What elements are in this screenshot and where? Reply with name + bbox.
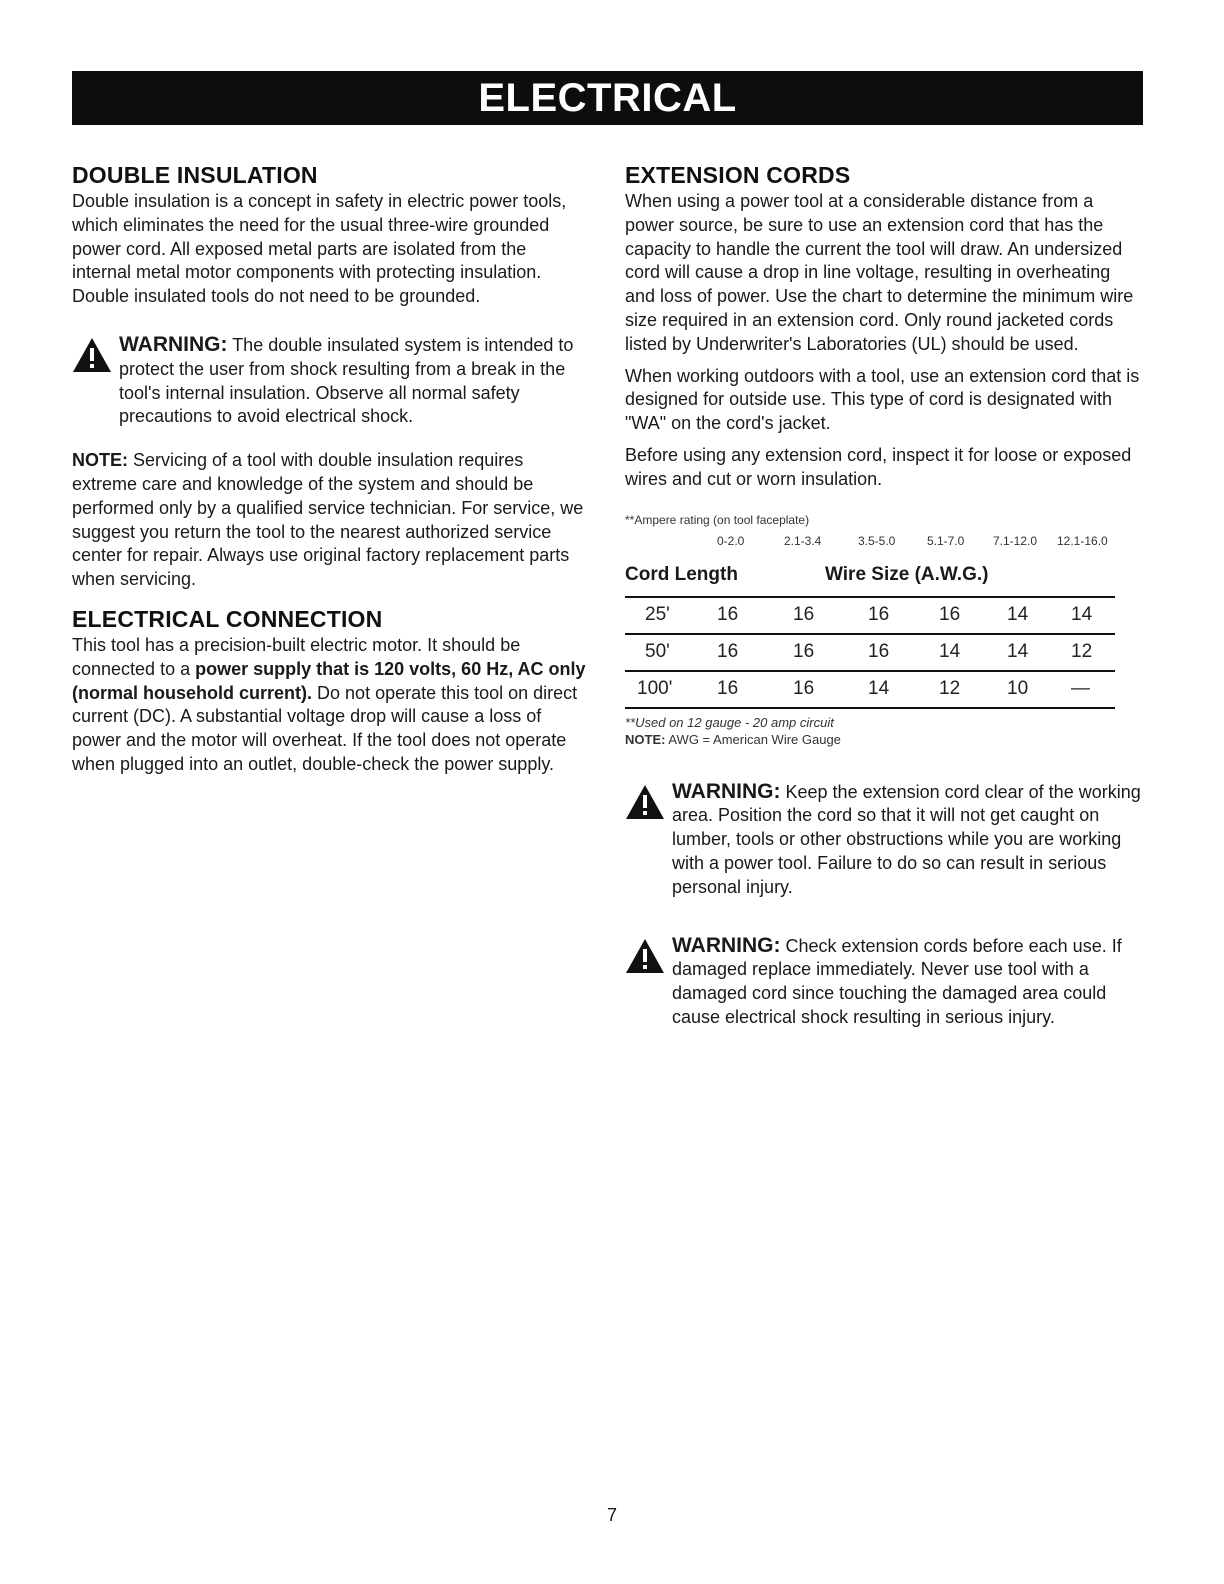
wire-size-cell: 14 (1071, 597, 1115, 634)
ampere-range: 2.1-3.4 (784, 533, 822, 548)
ampere-range: 3.5-5.0 (858, 533, 896, 548)
extension-cords-paragraph-1: When using a power tool at a considerable distance from a power source, be sure to use an extension cord that has the capacity to handle the current the tool will draw. An undersized cord will cause a drop in line voltage, resulting in overheating and loss of power. Use the chart to determine the minimum wire size required in an extension cord. Only round jacketed cords listed by Underwriter's Laboratories (UL) should be used. (625, 191, 1134, 354)
double-insulation-heading: DOUBLE INSULATION (72, 162, 318, 188)
extension-cord-warning-2 (625, 934, 1145, 1030)
table-row (625, 671, 1115, 708)
warning-label: WARNING: (672, 933, 781, 957)
cord-length-header: Cord Length (625, 563, 738, 585)
wire-size-cell: 14 (1007, 597, 1071, 634)
warning-triangle-icon (625, 784, 665, 820)
wire-size-cell: 16 (793, 671, 868, 708)
electrical-connection-paragraph: This tool has a precision-built electric motor. It should be connected to a power supply that is 120 volts, 60 Hz, AC only (normal household current). Do not operate this tool on direct current (DC). A substantial voltage drop will cause a loss of power and the motor will overheat. If the tool does not operate when plugged into an outlet, double-check the power supply. (72, 634, 586, 774)
wire-size-cell: 16 (868, 597, 939, 634)
wire-size-cell: 16 (939, 597, 1007, 634)
extension-cord-warning-1 (625, 780, 1145, 900)
ampere-caption: **Ampere rating (on tool faceplate) (625, 512, 810, 527)
table-row (625, 634, 1115, 671)
cord-length-cell: 50' (625, 634, 717, 671)
right-column (625, 160, 1145, 1030)
note-label: NOTE: (72, 450, 128, 471)
table-row (625, 597, 1115, 634)
wire-size-cell: — (1071, 671, 1115, 708)
double-insulation-paragraph: Double insulation is a concept in safety in electric power tools, which eliminates the need for the usual three-wire grounded power cord. All exposed metal parts are isolated from the internal metal motor components with protecting insulation. Double insulated tools do not need to be grounded. (72, 191, 567, 307)
wire-size-cell: 16 (793, 634, 868, 671)
warning-text: Keep the extension cord clear of the working area. Position the cord so that it will not get caught on lumber, tools or other obstructions while you are working with a power tool. Failure to do so can result in serious personal injury. (672, 781, 1141, 897)
table-header (625, 562, 1145, 590)
cord-length-cell: 25' (625, 597, 717, 634)
ampere-range: 7.1-12.0 (993, 533, 1038, 548)
wire-size-cell: 10 (1007, 671, 1071, 708)
warning-text: Check extension cords before each use. If damaged replace immediately. Never use tool with a damaged cord since touching the damaged area could cause electrical shock resulting in serious injury. (672, 935, 1122, 1027)
warning-label: WARNING: (672, 779, 781, 803)
page-number: 7 (606, 1505, 617, 1525)
wire-size-cell: 14 (939, 634, 1007, 671)
extension-cords-paragraph-2: When working outdoors with a tool, use an extension cord that is designed for outside use. This type of cord is designated with "WA" on the cord's jacket. (625, 365, 1140, 434)
warning-text: The double insulated system is intended to protect the user from shock resulting from a break in the tool's internal insulation. Observe all normal safety precautions to avoid electrical shock. (119, 334, 574, 427)
ampere-range: 5.1-7.0 (927, 533, 965, 548)
wire-size-cell: 12 (939, 671, 1007, 708)
wire-size-header: Wire Size (A.W.G.) (825, 563, 989, 585)
section-banner: ELECTRICAL (72, 71, 1143, 125)
left-column (72, 160, 588, 777)
wire-size-cell: 16 (793, 597, 868, 634)
warning-label: WARNING: (119, 332, 228, 356)
double-insulation-warning (72, 333, 588, 429)
wire-size-cell: 14 (868, 671, 939, 708)
warning-triangle-icon (625, 938, 665, 974)
wire-size-cell: 16 (717, 597, 793, 634)
wire-size-cell: 12 (1071, 634, 1115, 671)
wire-size-cell: 14 (1007, 634, 1071, 671)
service-note (72, 449, 588, 592)
awg-note: NOTE: AWG = American Wire Gauge (625, 731, 841, 747)
cord-length-cell: 100' (625, 671, 717, 708)
wire-size-cell: 16 (717, 634, 793, 671)
wire-size-cell: 16 (717, 671, 793, 708)
wire-size-cell: 16 (868, 634, 939, 671)
ampere-ranges (625, 534, 1145, 556)
extension-cords-heading: EXTENSION CORDS (625, 162, 851, 188)
warning-triangle-icon (72, 337, 112, 373)
note-text: Servicing of a tool with double insulation requires extreme care and knowledge of the system and should be performed only by a qualified service technician. For service, we suggest you return the tool to the nearest authorized service center for repair. Always use original factory replacement parts when servicing. (72, 450, 584, 590)
ampere-range: 12.1-16.0 (1057, 533, 1108, 548)
wire-size-table (625, 596, 1115, 709)
ampere-range: 0-2.0 (717, 533, 745, 548)
extension-cords-paragraph-3: Before using any extension cord, inspect it for loose or exposed wires and cut or worn insulation. (625, 444, 1132, 489)
table-footnote: **Used on 12 gauge - 20 amp circuit (625, 714, 834, 730)
electrical-connection-heading: ELECTRICAL CONNECTION (72, 605, 383, 632)
